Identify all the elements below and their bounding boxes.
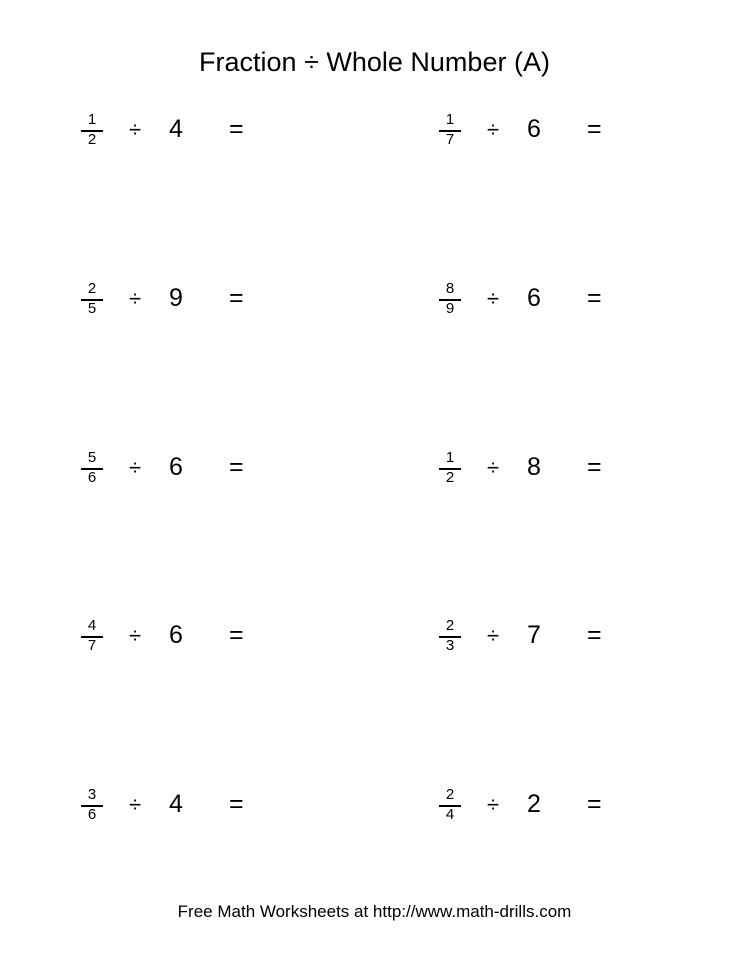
divide-symbol: ÷ (487, 286, 500, 311)
fraction-numerator: 2 (87, 280, 97, 297)
fraction-denominator: 5 (87, 300, 97, 317)
whole-number: 9 (169, 284, 183, 312)
fraction (79, 269, 105, 329)
divide-symbol: ÷ (129, 117, 142, 142)
fraction-denominator: 6 (87, 806, 97, 823)
fraction-denominator: 7 (87, 637, 97, 654)
fraction-numerator: 5 (87, 449, 97, 466)
whole-number: 4 (169, 115, 183, 143)
fraction-denominator: 6 (87, 469, 97, 486)
fraction-numerator: 8 (445, 280, 455, 297)
whole-number: 4 (169, 790, 183, 818)
whole-number: 6 (527, 115, 541, 143)
fraction-denominator: 4 (445, 806, 455, 823)
problem-3 (79, 269, 309, 329)
fraction (79, 438, 105, 498)
fraction (437, 269, 463, 329)
divide-symbol: ÷ (487, 792, 500, 817)
footer-text: Free Math Worksheets at http://www.math-drills.com (177, 902, 572, 921)
equals-sign: = (229, 453, 244, 481)
fraction-numerator: 1 (445, 449, 455, 466)
fraction-denominator: 2 (87, 131, 97, 148)
whole-number: 2 (527, 790, 541, 818)
problem-5 (79, 438, 309, 498)
problem-1 (79, 100, 309, 160)
equals-sign: = (229, 621, 244, 649)
equals-sign: = (229, 115, 244, 143)
whole-number: 8 (527, 453, 541, 481)
problem-2 (437, 100, 667, 160)
fraction-numerator: 1 (445, 111, 455, 128)
fraction-numerator: 1 (87, 111, 97, 128)
fraction-numerator: 4 (87, 617, 97, 634)
fraction-numerator: 2 (445, 617, 455, 634)
equals-sign: = (587, 453, 602, 481)
divide-symbol: ÷ (487, 623, 500, 648)
divide-symbol: ÷ (129, 792, 142, 817)
whole-number: 7 (527, 621, 541, 649)
whole-number: 6 (527, 284, 541, 312)
equals-sign: = (587, 621, 602, 649)
fraction (437, 100, 463, 160)
fraction (437, 438, 463, 498)
divide-symbol: ÷ (129, 286, 142, 311)
equals-sign: = (587, 115, 602, 143)
fraction (79, 606, 105, 666)
equals-sign: = (229, 284, 244, 312)
whole-number: 6 (169, 453, 183, 481)
divide-symbol: ÷ (129, 623, 142, 648)
problem-10 (437, 775, 667, 835)
fraction-numerator: 3 (87, 786, 97, 803)
problem-6 (437, 438, 667, 498)
whole-number: 6 (169, 621, 183, 649)
fraction (79, 775, 105, 835)
problem-4 (437, 269, 667, 329)
fraction-denominator: 9 (445, 300, 455, 317)
worksheet-title: Fraction ÷ Whole Number (A) (199, 47, 550, 77)
fraction (437, 606, 463, 666)
fraction (79, 100, 105, 160)
problem-8 (437, 606, 667, 666)
problem-7 (79, 606, 309, 666)
fraction-denominator: 3 (445, 637, 455, 654)
divide-symbol: ÷ (487, 455, 500, 480)
fraction-numerator: 2 (445, 786, 455, 803)
equals-sign: = (587, 284, 602, 312)
equals-sign: = (587, 790, 602, 818)
divide-symbol: ÷ (129, 455, 142, 480)
fraction-denominator: 7 (445, 131, 455, 148)
equals-sign: = (229, 790, 244, 818)
fraction-denominator: 2 (445, 469, 455, 486)
fraction (437, 775, 463, 835)
divide-symbol: ÷ (487, 117, 500, 142)
problem-9 (79, 775, 309, 835)
